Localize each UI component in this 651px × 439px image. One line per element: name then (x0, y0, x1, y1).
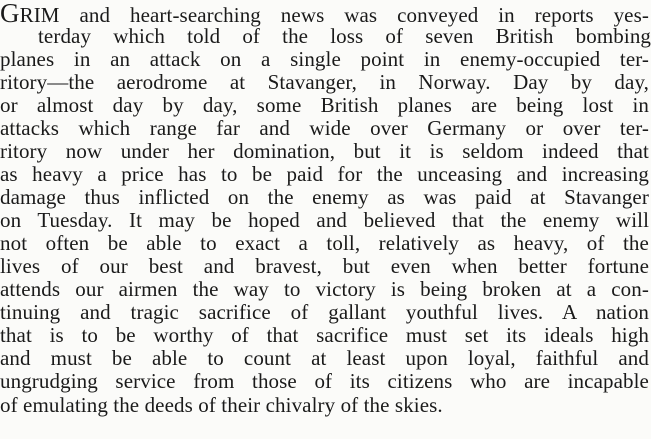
article-line-1 (0, 0, 651, 28)
drop-cap: G (0, 0, 20, 28)
article-line-17: ungrudging service from those of its citizens who are incapable (0, 369, 649, 393)
article-line-13: attends our airmen the way to victory is being broken at a con- (0, 277, 649, 301)
line-1-text: RIM and heart-searching news was conveyed in reports yes- (19, 3, 649, 27)
article-line-18: of emulating the deeds of their chivalry of the skies. (0, 393, 443, 417)
article-line-4: ritory—the aerodrome at Stavanger, in Norway. Day by day, (0, 70, 650, 94)
article-line-15: that is to be worthy of that sacrifice must set its ideals high (0, 323, 649, 347)
article-line-12: lives of our best and bravest, but even when better fortune (0, 254, 649, 278)
article-line-14: tinuing and tragic sacrifice of gallant youthful lives. A nation (0, 300, 650, 324)
article-line-10: on Tuesday. It may be hoped and believed that the enemy will (0, 208, 650, 232)
article-line-5: or almost day by day, some British planes are being lost in (0, 93, 650, 117)
drop-cap-line (0, 0, 649, 28)
article-line-6: attacks which range far and wide over Germany or over ter- (0, 116, 649, 140)
article-line-16: and must be able to count at least upon loyal, faithful and (0, 346, 649, 370)
article-line-3: planes in an attack on a single point in enemy-occupied ter- (0, 47, 650, 71)
article-line-11: not often be able to exact a toll, relatively as heavy, of the (0, 231, 649, 255)
article-line-9: damage thus inflicted on the enemy as was paid at Stavanger (0, 185, 649, 209)
article-line-7: ritory now under her domination, but it is seldom indeed that (0, 139, 649, 163)
article-line-2: terday which told of the loss of seven British bombing (38, 24, 651, 48)
article-line-8: as heavy a price has to be paid for the unceasing and increasing (0, 162, 650, 186)
